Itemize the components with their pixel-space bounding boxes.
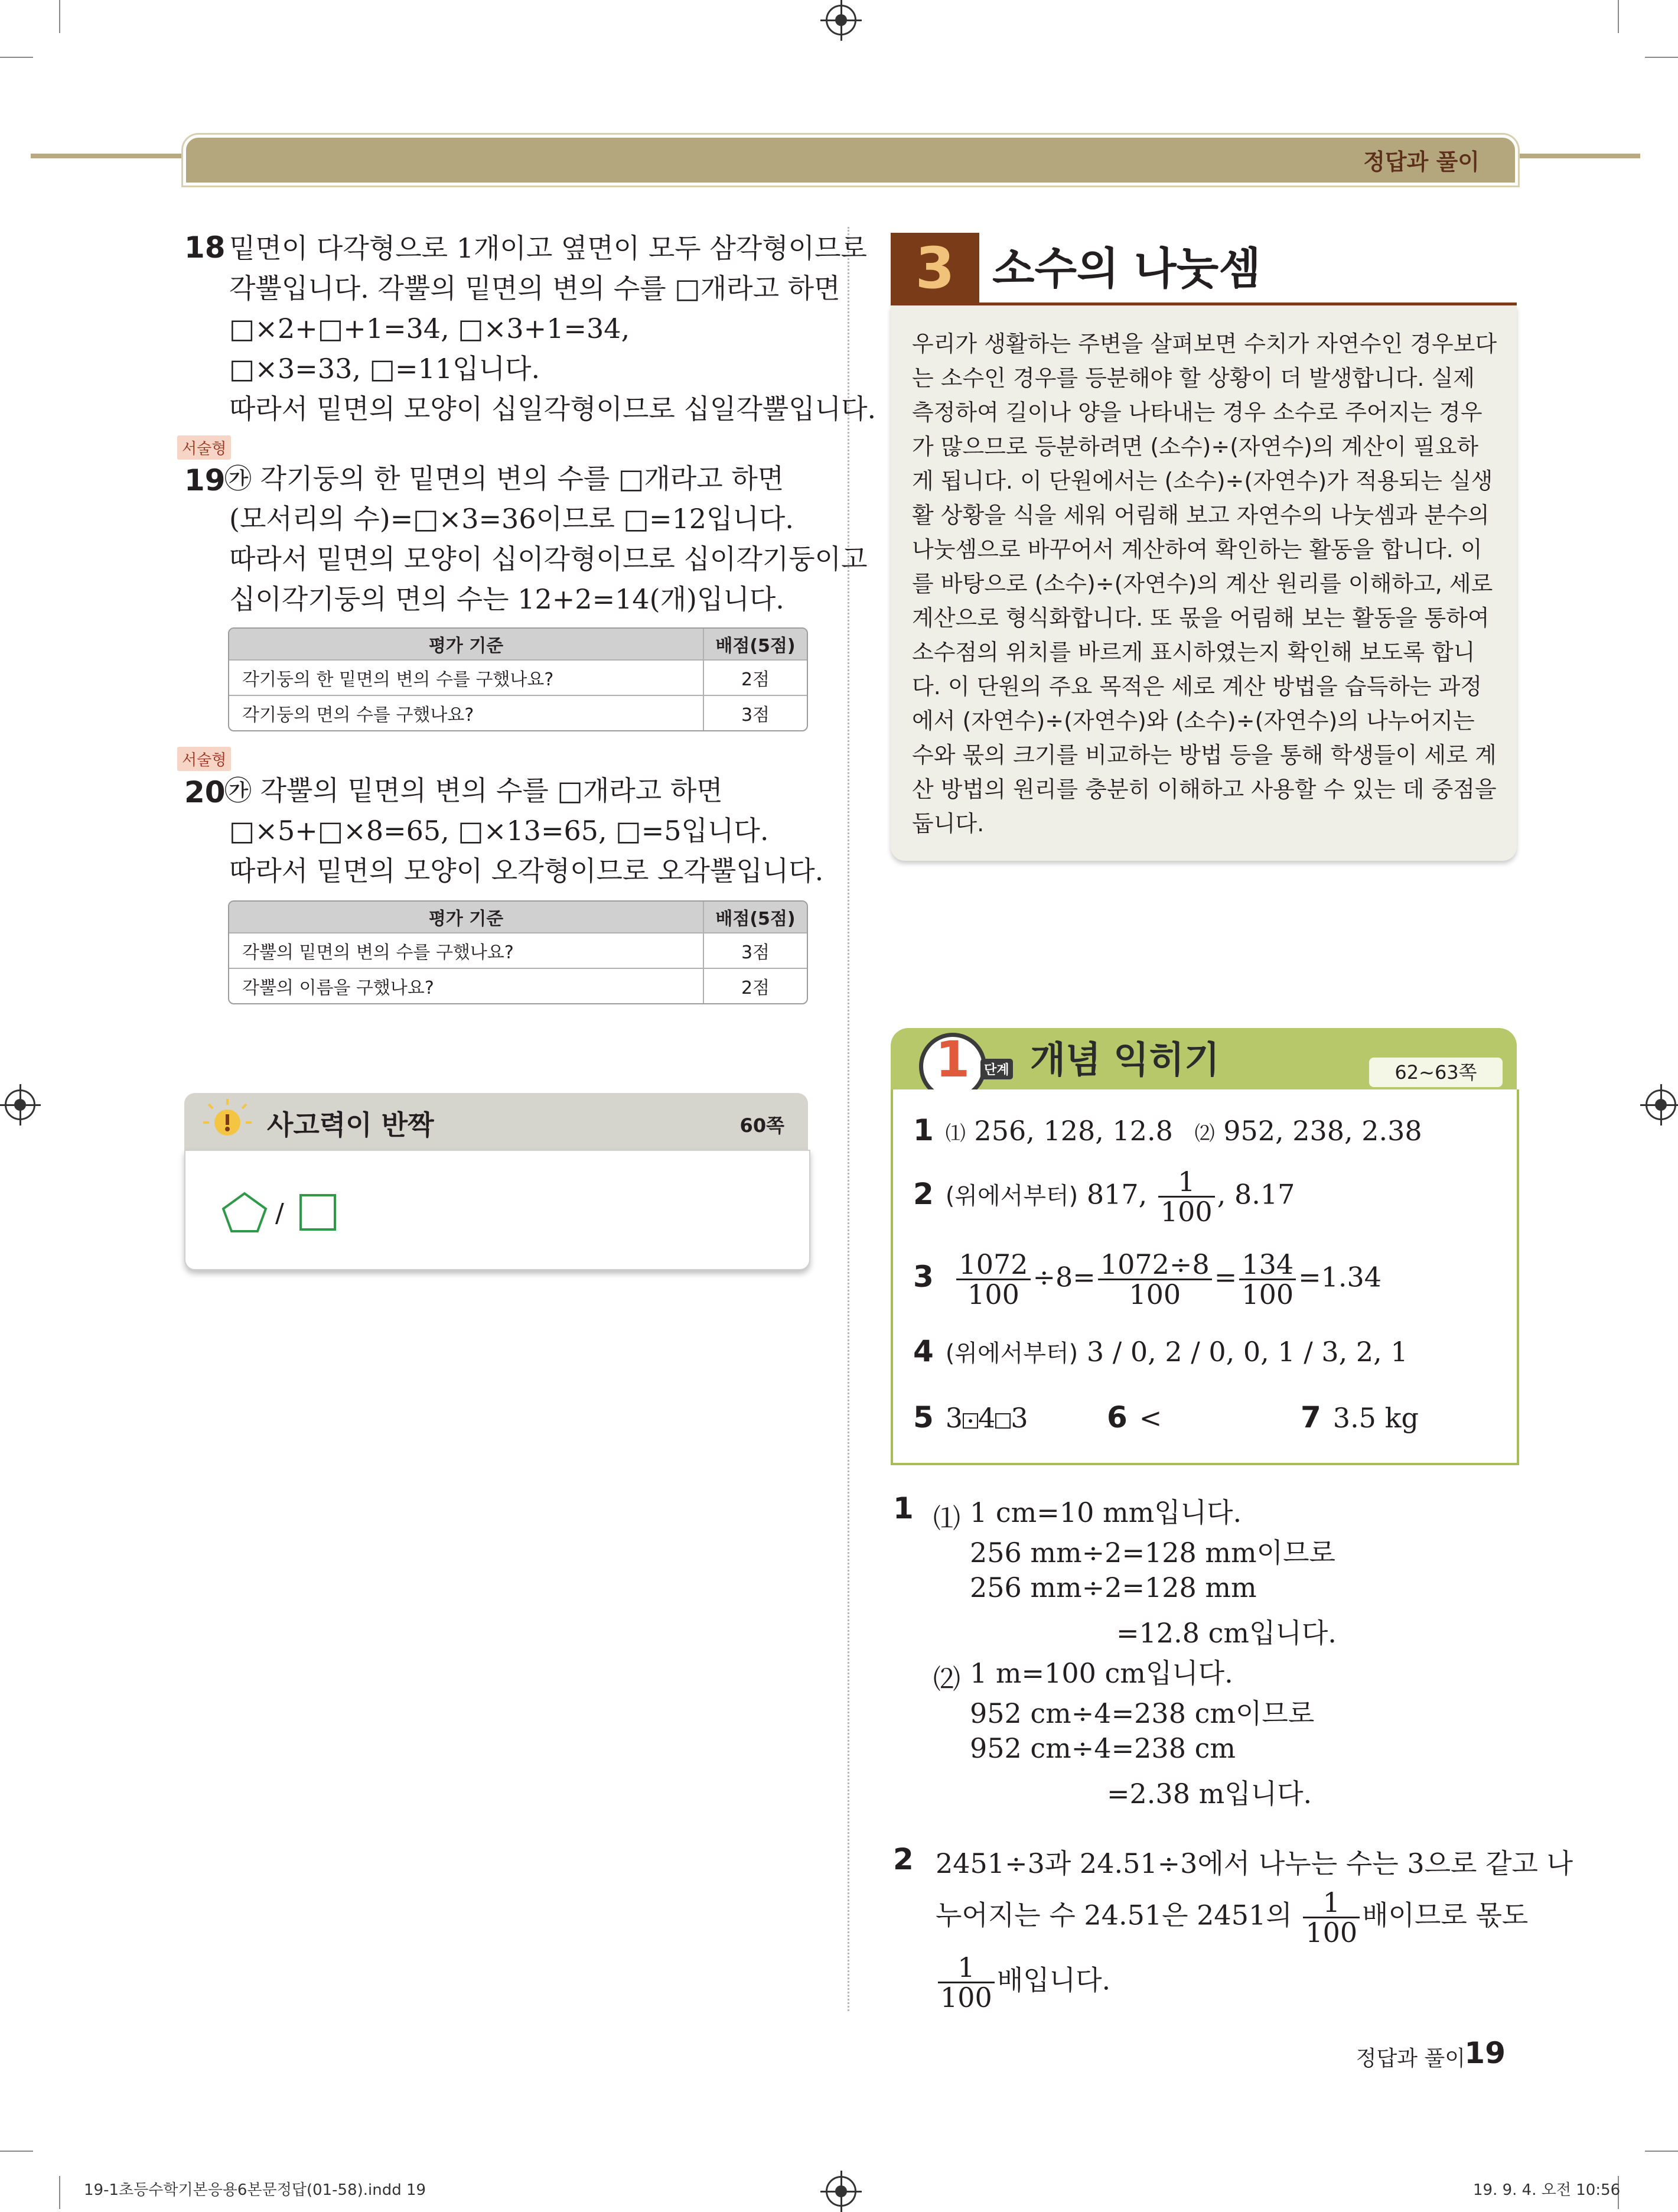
answer-number: 2 <box>913 1176 934 1211</box>
answer-value: =1.34 <box>1298 1261 1382 1293</box>
fraction: $\frac{134}{100}$ <box>1239 1250 1296 1309</box>
answer-number: 1 <box>913 1113 934 1147</box>
answer-row <box>1301 1400 1419 1434</box>
footer-title: 정답과 풀이 <box>1356 2047 1465 2071</box>
table-header: 평가 기준 <box>229 902 703 932</box>
intro-line: 는 소수인 경우를 등분해야 할 상황이 더 발생합니다. 실제 <box>912 365 1475 391</box>
answer-value: 256, 128, 12.8 <box>974 1115 1173 1147</box>
intro-line: 를 바탕으로 (소수)÷(자연수)의 계산 원리를 이해하고, 세로 <box>912 571 1493 597</box>
table-row <box>229 932 807 968</box>
table-cell: 3점 <box>703 932 807 968</box>
intro-line: 나눗셈으로 바꾸어서 계산하여 확인하는 활동을 합니다. 이 <box>912 536 1482 562</box>
q18-line: □×3=33, □=11입니다. <box>229 353 540 385</box>
print-timestamp: 19. 9. 4. 오전 10:56 <box>1473 2181 1621 2199</box>
step-pages: 62~63쪽 <box>1369 1058 1503 1087</box>
crop-mark <box>1618 0 1619 33</box>
answer-number: 6 <box>1107 1400 1128 1434</box>
solution-line: 952 cm÷4=238 cm이므로 <box>970 1697 1315 1729</box>
intro-line: 가 많으므로 등분하려면 (소수)÷(자연수)의 계산이 필요하 <box>912 434 1479 460</box>
solution-number: 2 <box>893 1842 914 1876</box>
table-header: 평가 기준 <box>229 629 703 659</box>
answer-value: < <box>1139 1402 1162 1434</box>
question-number: 18 <box>184 230 226 265</box>
answer-row <box>913 1334 1408 1368</box>
question-number: 19 <box>184 463 226 497</box>
solution-text: 배입니다. <box>996 1964 1111 1996</box>
table-row <box>229 968 807 1003</box>
intro-line: 수와 몫의 크기를 비교하는 방법 등을 통해 학생들이 세로 계 <box>912 742 1497 768</box>
q18-line: 밑면이 다각형으로 1개이고 옆면이 모두 삼각형이므로 <box>229 232 867 264</box>
table-header: 배점(5점) <box>703 629 807 659</box>
table-cell: 각뿔의 이름을 구했나요? <box>229 968 703 1003</box>
solution-number: 1 <box>893 1491 914 1525</box>
table-cell: 각뿔의 밑면의 변의 수를 구했나요? <box>229 932 703 968</box>
crop-mark <box>1645 2151 1678 2152</box>
intro-line: 둡니다. <box>912 811 985 837</box>
intro-line: 다. 이 단원의 주요 목적은 세로 계산 방법을 습득하는 과정 <box>912 674 1482 700</box>
step-label: 단계 <box>980 1059 1013 1079</box>
lightbulb-icon <box>201 1095 254 1149</box>
q18-line: 따라서 밑면의 모양이 십일각형이므로 십일각뿔입니다. <box>229 393 877 425</box>
solution-line: 256 mm÷2=128 mm이므로 <box>970 1537 1335 1569</box>
answer-separator: / <box>275 1198 284 1228</box>
question-number: 20 <box>184 775 226 809</box>
answer-number: 7 <box>1301 1400 1321 1434</box>
q19-line: (모서리의 수)=□×3=36이므로 □=12입니다. <box>229 503 794 535</box>
crop-mark <box>0 57 33 58</box>
solution-line: 256 mm÷2=128 mm <box>970 1572 1257 1603</box>
empty-box-icon <box>995 1413 1011 1429</box>
answer-value: 3.5 kg <box>1332 1402 1419 1434</box>
crop-mark <box>1645 57 1678 58</box>
intro-line: 활 상황을 식을 세워 어림해 보고 자연수의 나눗셈과 분수의 <box>912 502 1490 528</box>
answer-row <box>913 1400 1028 1434</box>
answer-value: 4 <box>978 1402 996 1434</box>
fraction: $\frac{1072}{100}$ <box>956 1250 1030 1309</box>
answer-row <box>913 1113 1422 1147</box>
answer-number: 5 <box>913 1400 934 1434</box>
step-number: 1 <box>935 1030 970 1088</box>
part-label: ⑴ <box>933 1502 960 1534</box>
intro-line: 우리가 생활하는 주변을 살펴보면 수치가 자연수인 경우보다 <box>912 331 1497 357</box>
column-divider <box>848 227 849 2011</box>
dot-box-icon <box>963 1413 978 1429</box>
solution-line: =12.8 cm입니다. <box>1116 1617 1337 1649</box>
table-row <box>229 695 807 730</box>
q20-line: ㉮ 각뿔의 밑면의 변의 수를 □개라고 하면 <box>224 775 723 806</box>
section-title: 소수의 나눗셈 <box>992 243 1261 294</box>
table-row <box>229 659 807 695</box>
crop-mark <box>59 0 60 33</box>
thinking-box-header <box>184 1093 808 1150</box>
square-icon <box>299 1193 337 1231</box>
table-cell: 2점 <box>703 968 807 1003</box>
crop-mark <box>59 2176 60 2209</box>
intro-line: 게 됩니다. 이 단원에서는 (소수)÷(자연수)가 적용되는 실생 <box>912 468 1493 494</box>
intro-line: 에서 (자연수)÷(자연수)와 (소수)÷(자연수)의 나누어지는 <box>912 708 1475 734</box>
answer-row <box>913 1250 1382 1309</box>
solution-text: 배이므로 몫도 <box>1362 1899 1529 1931</box>
answer-row <box>913 1167 1295 1226</box>
registration-mark-icon <box>1646 1089 1676 1120</box>
table-cell: 각기둥의 한 밑면의 변의 수를 구했나요? <box>229 659 703 695</box>
header-title: 정답과 풀이 <box>1363 149 1480 175</box>
solution-line <box>936 1953 1110 2012</box>
fraction: $\frac{1}{100}$ <box>1303 1888 1360 1947</box>
math-operator: ÷8= <box>1032 1261 1096 1293</box>
q19-line: 따라서 밑면의 모양이 십이각형이므로 십이각기둥이고 <box>229 543 868 575</box>
descriptive-tag: 서술형 <box>177 747 231 771</box>
solution-text: 누어지는 수 24.51은 2451의 <box>936 1899 1292 1931</box>
fraction: $\frac{1}{100}$ <box>1158 1167 1215 1226</box>
intro-line: 측정하여 길이나 양을 나타내는 경우 소수로 주어지는 경우 <box>912 399 1482 425</box>
step-title: 개념 익히기 <box>1030 1038 1220 1081</box>
registration-mark-icon <box>826 2176 856 2207</box>
intro-line: 계산으로 형식화합니다. 또 몫을 어림해 보는 활동을 통하여 <box>912 605 1490 631</box>
file-slug: 19-1초등수학기본응용6본문정답(01-58).indd 19 <box>84 2181 426 2199</box>
solution-line <box>936 1888 1528 1947</box>
answer-value: , 8.17 <box>1217 1178 1295 1211</box>
answer-value: 3 <box>945 1402 963 1434</box>
q19-line: ㉮ 각기둥의 한 밑면의 변의 수를 □개라고 하면 <box>224 463 784 495</box>
part-label: ⑵ <box>933 1663 960 1695</box>
answer-value: 3 <box>1011 1402 1028 1434</box>
thinking-box-page: 60쪽 <box>739 1114 784 1137</box>
answer-number: 3 <box>913 1259 934 1294</box>
crop-mark <box>0 2151 33 2152</box>
page-number: 19 <box>1464 2036 1506 2070</box>
solution-line: 952 cm÷4=238 cm <box>970 1732 1236 1764</box>
fraction: $\frac{1072\div 8}{100}$ <box>1098 1250 1212 1309</box>
section-intro-box <box>891 305 1517 861</box>
thinking-box-body <box>184 1150 810 1270</box>
part-label: ⑵ <box>1194 1122 1215 1146</box>
answer-row <box>1107 1400 1162 1434</box>
table-cell: 각기둥의 면의 수를 구했나요? <box>229 695 703 730</box>
solution-line: 2451÷3과 24.51÷3에서 나누는 수는 3으로 같고 나 <box>936 1847 1573 1879</box>
answer-value: 817, <box>1086 1178 1148 1211</box>
table-header: 배점(5점) <box>703 902 807 932</box>
grading-table <box>228 627 808 731</box>
answer-value: 952, 238, 2.38 <box>1223 1115 1422 1147</box>
part-label: ⑴ <box>945 1122 966 1146</box>
descriptive-tag: 서술형 <box>177 435 231 460</box>
solution-line: 1 cm=10 mm입니다. <box>970 1497 1242 1528</box>
table-cell: 2점 <box>703 659 807 695</box>
math-operator: = <box>1214 1261 1237 1293</box>
answer-prefix: (위에서부터) <box>945 1340 1079 1367</box>
q18-line: 각뿔입니다. 각뿔의 밑면의 변의 수를 □개라고 하면 <box>229 272 840 304</box>
answer-value: 3 / 0, 2 / 0, 0, 1 / 3, 2, 1 <box>1086 1336 1408 1368</box>
solution-line: =2.38 m입니다. <box>1107 1778 1312 1810</box>
thinking-box-title: 사고력이 반짝 <box>267 1109 434 1141</box>
pentagon-icon <box>221 1191 268 1234</box>
grading-table <box>228 900 808 1004</box>
intro-line: 소수점의 위치를 바르게 표시하였는지 확인해 보도록 합니 <box>912 639 1475 665</box>
table-cell: 3점 <box>703 695 807 730</box>
registration-mark-icon <box>5 1089 35 1120</box>
answer-number: 4 <box>913 1334 934 1368</box>
q19-line: 십이각기둥의 면의 수는 12+2=14(개)입니다. <box>229 583 784 615</box>
answer-prefix: (위에서부터) <box>945 1182 1079 1210</box>
q20-line: □×5+□×8=65, □×13=65, □=5입니다. <box>229 815 769 847</box>
intro-line: 산 방법의 원리를 충분히 이해하고 사용할 수 있는 데 중점을 <box>912 776 1497 802</box>
q20-line: 따라서 밑면의 모양이 오각형이므로 오각뿔입니다. <box>229 855 824 887</box>
fraction: $\frac{1}{100}$ <box>938 1953 995 2012</box>
solution-line: 1 m=100 cm입니다. <box>970 1657 1233 1689</box>
section-number: 3 <box>891 233 979 304</box>
q18-line: □×2+□+1=34, □×3+1=34, <box>229 313 630 344</box>
header-band <box>183 135 1518 186</box>
registration-mark-icon <box>826 5 856 35</box>
